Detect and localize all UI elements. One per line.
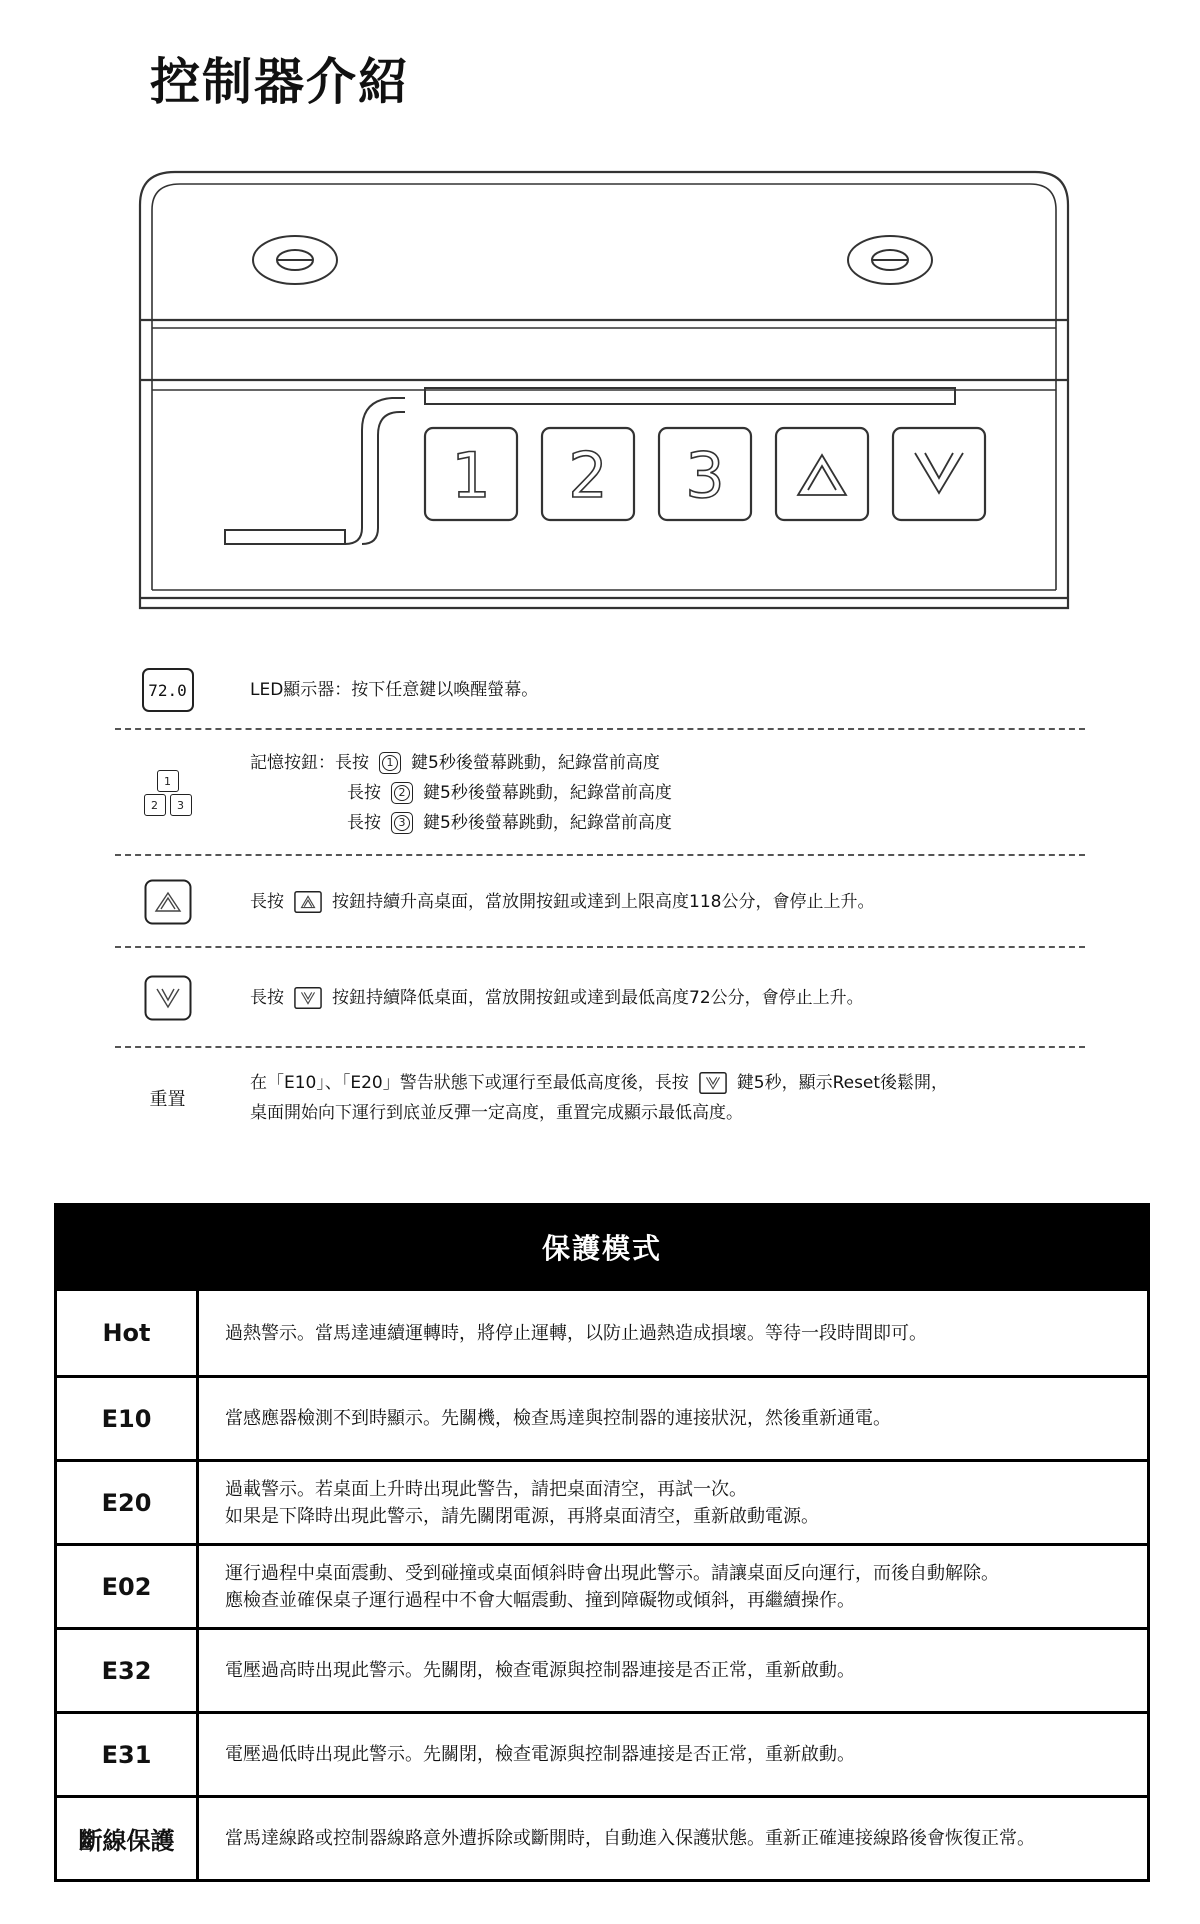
error-description xyxy=(199,1291,1147,1375)
reset-line-1-suffix: 鍵5秒，顯示Reset後鬆開， xyxy=(736,1073,949,1093)
error-description xyxy=(199,1714,1147,1795)
reset-line-1-prefix: 在「E10」、「E20」警告狀態下或運行至最低高度後，長按 xyxy=(250,1073,689,1093)
memory-line-1 xyxy=(250,748,672,778)
up-prefix: 長按 xyxy=(250,892,284,912)
error-description xyxy=(199,1798,1147,1879)
description-line: 當馬達線路或控制器線路意外遭拆除或斷開時，自動進入保護狀態。重新正確連接線路後會恢復正常。 xyxy=(225,1828,1035,1849)
table-row xyxy=(57,1543,1147,1627)
memory-key-3-icon: 3 xyxy=(170,794,192,816)
memory-key-2-icon: 2 xyxy=(144,794,166,816)
table-row xyxy=(57,1627,1147,1711)
key-up-icon xyxy=(776,428,868,520)
screw-hole-right-icon xyxy=(848,236,932,284)
description-line: 電壓過低時出現此警示。先關閉，檢查電源與控制器連接是否正常，重新啟動。 xyxy=(225,1744,855,1765)
controller-diagram xyxy=(100,150,1100,610)
key-2-label: 2 xyxy=(568,439,608,512)
down-prefix: 長按 xyxy=(250,988,284,1008)
legend-row-memory xyxy=(115,730,1085,856)
error-code: E02 xyxy=(57,1546,199,1627)
up-description xyxy=(250,887,874,917)
reset-line-1 xyxy=(250,1068,948,1098)
error-code: Hot xyxy=(57,1291,199,1375)
memory-key-1-circle-icon: 1 xyxy=(379,752,401,774)
table-row xyxy=(57,1711,1147,1795)
up-inline-key-icon xyxy=(294,890,322,914)
legend-row-down xyxy=(115,948,1085,1048)
protection-table-title: 保護模式 xyxy=(54,1203,1150,1291)
table-row xyxy=(57,1375,1147,1459)
table-row xyxy=(57,1291,1147,1375)
led-display-value: 72.0 xyxy=(148,680,187,700)
description-line: 當感應器檢測不到時顯示。先關機，檢查馬達與控制器的連接狀況，然後重新通電。 xyxy=(225,1408,891,1429)
memory-line-3-suffix: 鍵5秒後螢幕跳動，紀錄當前高度 xyxy=(423,813,672,833)
memory-key-3-circle-icon: 3 xyxy=(391,812,413,834)
key-1-label: 1 xyxy=(451,439,491,512)
key-down-icon xyxy=(893,428,985,520)
table-row xyxy=(57,1795,1147,1879)
error-code: E10 xyxy=(57,1378,199,1459)
memory-line-1-suffix: 鍵5秒後螢幕跳動，紀錄當前高度 xyxy=(411,753,660,773)
led-description: LED顯示器：按下任意鍵以喚醒螢幕。 xyxy=(250,680,539,700)
description-line: 應檢查並確保桌子運行過程中不會大幅震動、撞到障礙物或傾斜，再繼續操作。 xyxy=(225,1589,855,1611)
page-title: 控制器介紹 xyxy=(150,53,410,111)
memory-key-1-icon: 1 xyxy=(157,770,179,792)
description-line: 過熱警示。當馬達連續運轉時，將停止運轉，以防止過熱造成損壞。等待一段時間即可。 xyxy=(225,1322,927,1344)
up-suffix: 按鈕持續升高桌面，當放開按鈕或達到上限高度118公分，會停止上升。 xyxy=(332,892,875,912)
error-code: E31 xyxy=(57,1714,199,1795)
reset-label: 重置 xyxy=(149,1089,186,1110)
reset-line-2: 桌面開始向下運行到底並反彈一定高度，重置完成顯示最低高度。 xyxy=(250,1103,743,1123)
memory-line-2-suffix: 鍵5秒後螢幕跳動，紀錄當前高度 xyxy=(423,783,672,803)
protection-table-body xyxy=(54,1291,1150,1882)
memory-line-2-prefix: 長按 xyxy=(347,783,381,803)
down-description xyxy=(250,983,864,1013)
error-code: E32 xyxy=(57,1630,199,1711)
memory-line-3 xyxy=(250,808,672,838)
memory-line-3-prefix: 長按 xyxy=(347,813,381,833)
error-code: E20 xyxy=(57,1462,199,1543)
table-row xyxy=(57,1459,1147,1543)
error-description xyxy=(199,1546,1147,1627)
down-suffix: 按鈕持續降低桌面，當放開按鈕或達到最低高度72公分，會停止上升。 xyxy=(332,988,864,1008)
up-key-icon xyxy=(144,879,192,925)
error-description xyxy=(199,1462,1147,1543)
memory-line-2 xyxy=(250,778,672,808)
memory-key-2-circle-icon: 2 xyxy=(391,782,413,804)
legend-row-up xyxy=(115,856,1085,948)
led-display-icon xyxy=(142,668,194,712)
legend-row-led xyxy=(115,650,1085,730)
error-description xyxy=(199,1378,1147,1459)
reset-inline-down-key-icon xyxy=(699,1071,727,1095)
legend-row-reset xyxy=(115,1048,1085,1148)
key-3-label: 3 xyxy=(685,439,725,512)
down-inline-key-icon xyxy=(294,986,322,1010)
error-description xyxy=(199,1630,1147,1711)
description-line: 電壓過高時出現此警示。先關閉，檢查電源與控制器連接是否正常，重新啟動。 xyxy=(225,1660,855,1681)
controller-legend xyxy=(115,650,1085,1148)
error-code: 斷線保護 xyxy=(57,1798,199,1879)
protection-table xyxy=(54,1203,1150,1882)
description-line: 如果是下降時出現此警示，請先關閉電源，再將桌面清空，重新啟動電源。 xyxy=(225,1505,819,1527)
description-line: 運行過程中桌面震動、受到碰撞或桌面傾斜時會出現此警示。請讓桌面反向運行，而後自動解除。 xyxy=(225,1562,999,1584)
screw-hole-left-icon xyxy=(253,236,337,284)
memory-line-1-prefix: 記憶按鈕：長按 xyxy=(250,753,369,773)
description-line: 過載警示。若桌面上升時出現此警告，請把桌面清空，再試一次。 xyxy=(225,1478,747,1500)
down-key-icon xyxy=(144,975,192,1021)
